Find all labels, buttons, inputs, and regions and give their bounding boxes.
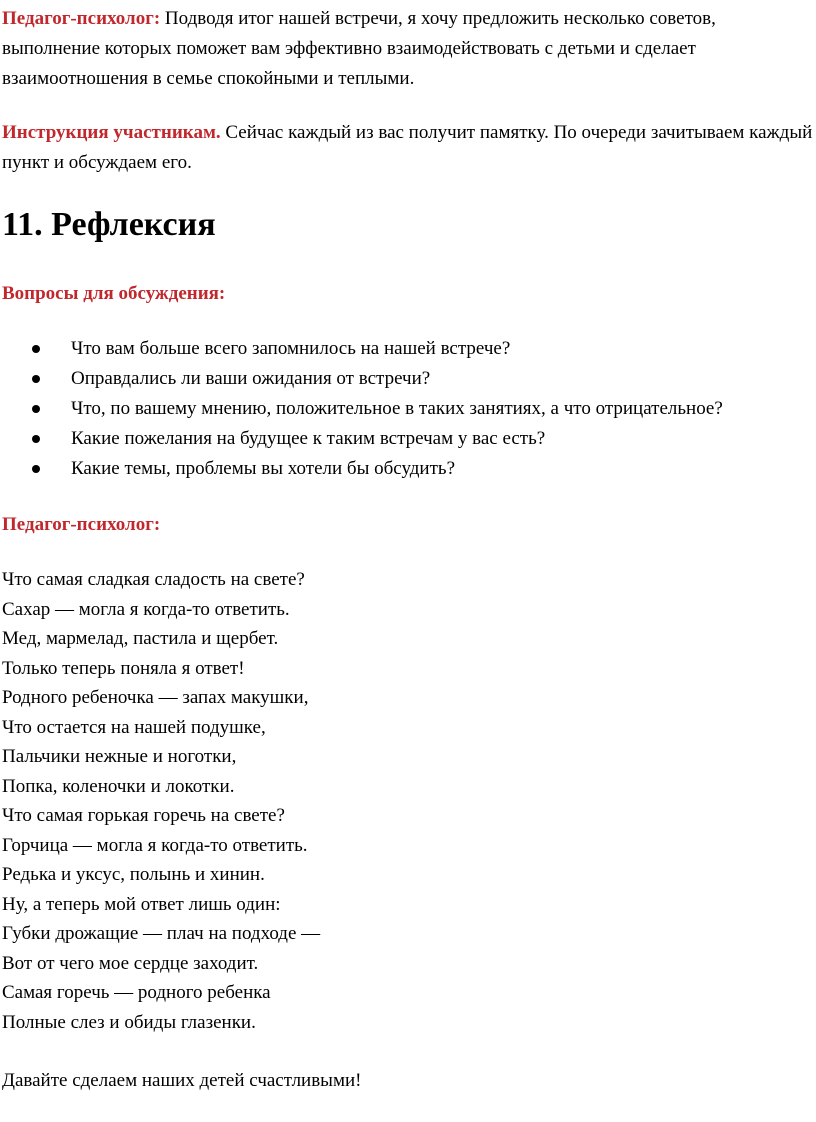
questions-title: Вопросы для обсуждения:	[2, 283, 226, 304]
poem-line: Попка, коленочки и локотки.	[2, 775, 235, 797]
bullet-icon	[32, 375, 40, 383]
instruction-text: Сейчас каждый из вас получит памятку. По очереди зачитываем каждый пункт и обсуждаем его.	[2, 122, 813, 173]
poem-line: Что самая горькая горечь на свете?	[2, 805, 285, 826]
instruction-paragraph	[2, 118, 814, 178]
bullet-icon	[32, 405, 40, 413]
poem-line: Мед, мармелад, пастила и щербет.	[2, 628, 279, 649]
poem-line: Родного ребеночка — запах макушки,	[2, 687, 309, 708]
poem-speaker: Педагог-психолог:	[2, 514, 161, 535]
poem-line: Что самая сладкая сладость на свете?	[2, 569, 305, 590]
questions-list	[0, 334, 816, 484]
bullet-icon	[32, 465, 40, 473]
question-text: Оправдались ли ваши ожидания от встречи?	[71, 368, 431, 389]
intro-speaker: Педагог-психолог:	[2, 8, 161, 29]
closing-line: Давайте сделаем наших детей счастливыми!	[2, 1070, 362, 1091]
poem-line: Что остается на нашей подушке,	[2, 716, 266, 738]
section-heading: 11. Рефлексия	[2, 206, 216, 243]
question-item	[0, 424, 816, 454]
instruction-label: Инструкция участникам.	[2, 122, 221, 143]
poem-line: Сахар — могла я когда-то ответить.	[2, 598, 290, 620]
poem	[2, 565, 320, 1037]
question-text: Что вам больше всего запомнилось на нашей встрече?	[71, 338, 511, 359]
poem-line: Пальчики нежные и ноготки,	[2, 746, 237, 767]
poem-line: Полные слез и обиды глазенки.	[2, 1011, 256, 1033]
question-text: Какие темы, проблемы вы хотели бы обсудить?	[71, 458, 455, 479]
question-text: Какие пожелания на будущее к таким встречам у вас есть?	[71, 428, 546, 449]
intro-text: Подводя итог нашей встречи, я хочу предложить несколько советов, выполнение которых поможет вам эффективно взаимодействовать с детьми и сделает взаимоотношения в семье спокойными и теплыми.	[2, 8, 716, 89]
poem-line: Ну, а теперь мой ответ лишь один:	[2, 893, 281, 915]
poem-line: Вот от чего мое сердце заходит.	[2, 952, 259, 974]
poem-line: Губки дрожащие — плач на подходе —	[2, 923, 321, 944]
poem-line: Самая горечь — родного ребенка	[2, 982, 271, 1003]
poem-line: Редька и уксус, полынь и хинин.	[2, 864, 265, 885]
question-item	[0, 334, 816, 364]
question-text: Что, по вашему мнению, положительное в таких занятиях, а что отрицательное?	[71, 398, 723, 419]
question-item	[0, 394, 816, 424]
question-item	[0, 454, 816, 484]
intro-paragraph	[2, 4, 814, 94]
poem-line: Горчица — могла я когда-то ответить.	[2, 834, 308, 856]
bullet-icon	[32, 345, 40, 353]
question-item	[0, 364, 816, 394]
bullet-icon	[32, 435, 40, 443]
poem-line: Только теперь поняла я ответ!	[2, 657, 245, 679]
